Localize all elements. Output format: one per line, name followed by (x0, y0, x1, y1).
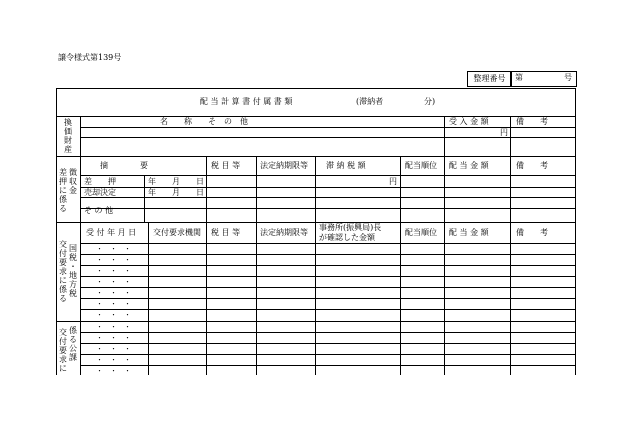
section3-date-header: 受 付 年 月 日 (86, 228, 137, 237)
section2-col (315, 156, 316, 222)
section3-row-line (80, 265, 575, 266)
date-placeholder: ・ ・ ・ (96, 256, 131, 264)
section2-distribution-header: 配 当 金 額 (449, 161, 489, 170)
section1-name-header: 名 称 そ の 他 (160, 117, 248, 126)
number-label: 整理番号 (467, 71, 512, 87)
delinquent-suffix: 分) (424, 97, 436, 106)
number-suffix: 号 (564, 73, 572, 82)
section1-side-divider (80, 116, 81, 156)
section1-remarks-header: 備 考 (516, 117, 548, 126)
frame-right (575, 88, 576, 375)
form-id: 譲令様式第139号 (58, 53, 122, 62)
section2-side-divider (80, 156, 81, 222)
section4-row-line (80, 365, 575, 366)
section2-top (56, 156, 576, 157)
section4-side-label-inner: 係 る 公 課 (69, 326, 77, 362)
date-placeholder: ・ ・ ・ (96, 289, 131, 297)
section2-order-header: 配当順位 (405, 161, 437, 170)
date-placeholder: ・ ・ ・ (96, 334, 131, 342)
section2-side-label-inner: 徴 収 金 (69, 168, 77, 195)
section3-deadline-header: 法定納期限等 (260, 228, 308, 237)
section2-col (444, 156, 445, 222)
section3-confirmed-header-1: 事務所(振興局)長 (319, 223, 382, 232)
section2-col (144, 175, 145, 222)
section3-row-line (80, 254, 575, 255)
section3-side-label-outer: 交 付 要 求 に 係 る (59, 240, 67, 303)
section2-col (400, 156, 401, 222)
section2-row-label: 差 押 (84, 177, 116, 186)
section3-row-line (80, 309, 575, 310)
delinquent-label: (滞納者 (356, 97, 384, 106)
section1-col-divider (510, 116, 511, 156)
section4-side-label-outer: 交 付 要 求 に (59, 328, 67, 373)
section3-remarks-header: 備 考 (516, 228, 548, 237)
section2-tax-item-header: 税 目 等 (211, 161, 241, 170)
section2-row-date: 年 月 日 (148, 177, 204, 186)
section1-side-label: 換 価 財 産 (64, 118, 72, 154)
date-placeholder: ・ ・ ・ (96, 300, 131, 308)
date-placeholder: ・ ・ ・ (96, 323, 131, 331)
section2-row-date: 年 月 日 (148, 188, 204, 197)
section3-distribution-header: 配 当 金 額 (449, 228, 489, 237)
date-placeholder: ・ ・ ・ (96, 345, 131, 353)
section2-header-line (80, 175, 575, 176)
form-title: 配 当 計 算 書 付 属 書 類 (200, 97, 293, 106)
section3-tax-item-header: 税 目 等 (211, 228, 241, 237)
section3-row-line (80, 287, 575, 288)
section4-row-line (80, 354, 575, 355)
section1-received-header: 受 入 金 額 (449, 117, 489, 126)
section2-deadline-header: 法定納期限等 (260, 161, 308, 170)
section2-summary-header: 摘 要 (100, 161, 148, 170)
section4-row-line (80, 332, 575, 333)
section4-top (56, 321, 576, 322)
section3-top (56, 222, 576, 223)
section2-side-label-outer: 差 押 に 係 る (59, 168, 67, 213)
section2-remarks-header: 備 考 (516, 161, 548, 170)
date-placeholder: ・ ・ ・ (96, 267, 131, 275)
section2-row-yen: 円 (389, 177, 397, 186)
number-prefix: 第 (515, 73, 523, 82)
section3-row-line (80, 298, 575, 299)
section2-delinquent-tax-header: 滞 納 税 額 (326, 161, 366, 170)
section2-row-line (80, 208, 575, 209)
section2-row-label: 売却決定 (84, 188, 116, 197)
section3-agency-header: 交付要求機関 (153, 228, 201, 237)
date-placeholder: ・ ・ ・ (96, 311, 131, 319)
section3-row-line (80, 276, 575, 277)
date-placeholder: ・ ・ ・ (96, 367, 131, 375)
frame-left (56, 88, 57, 375)
section2-col (510, 156, 511, 222)
date-placeholder: ・ ・ ・ (96, 278, 131, 286)
section3-order-header: 配当順位 (405, 228, 437, 237)
frame-top (56, 88, 576, 89)
section2-col (256, 156, 257, 222)
section1-col-divider (444, 116, 445, 156)
section3-confirmed-header-2: が確認した金額 (319, 233, 375, 242)
section3-side-label-inner: 国 税 ・ 地 方 税 (69, 244, 77, 298)
section4-row-line (80, 343, 575, 344)
section2-row-label: そ の 他 (84, 206, 114, 215)
date-placeholder: ・ ・ ・ (96, 245, 131, 253)
section2-col (206, 156, 207, 222)
section1-yen: 円 (500, 128, 508, 137)
section3-header-line (80, 243, 575, 244)
section1-top (56, 116, 576, 117)
date-placeholder: ・ ・ ・ (96, 356, 131, 364)
